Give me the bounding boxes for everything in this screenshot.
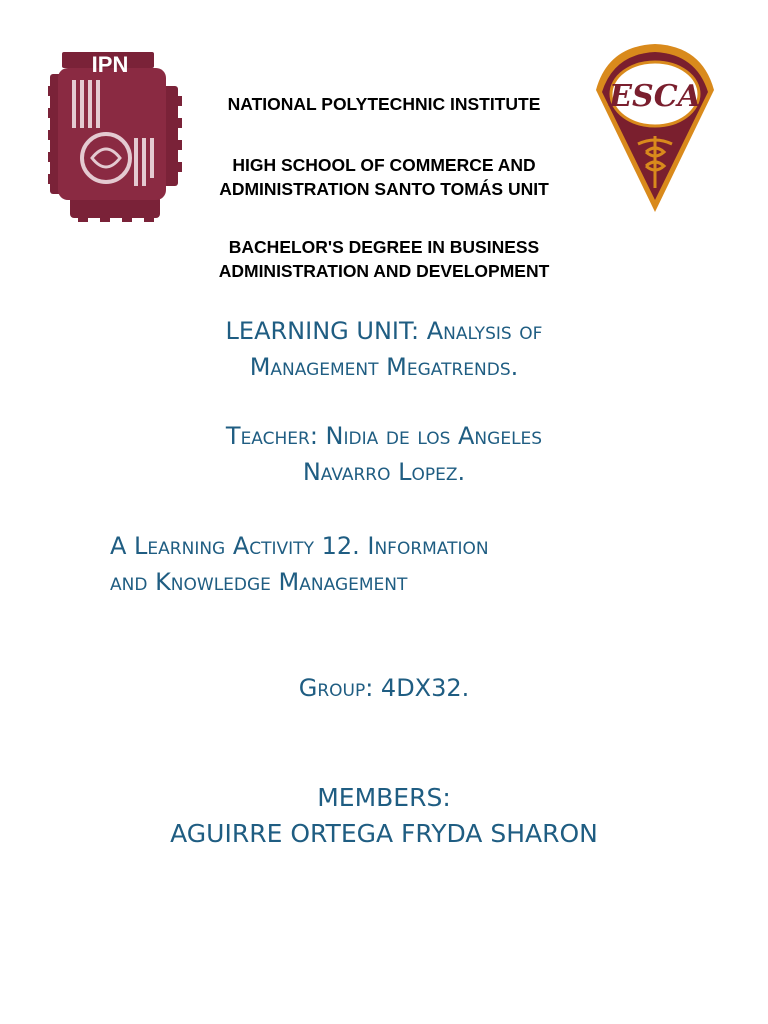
degree-line-2: ADMINISTRATION AND DEVELOPMENT (218, 261, 550, 281)
learning-unit-line-1: LEARNING UNIT: Analysis of (225, 317, 543, 345)
activity (110, 528, 730, 600)
school-line-2: ADMINISTRATION SANTO TOMÁS UNIT (219, 179, 549, 199)
members (0, 780, 768, 852)
institute-line: NATIONAL POLYTECHNIC INSTITUTE (227, 94, 541, 114)
group (0, 670, 768, 706)
member-name: AGUIRRE ORTEGA FRYDA SHARON (170, 819, 598, 848)
group-text: Group: 4DX32. (298, 674, 470, 702)
esca-logo-lettering: ESCA (609, 79, 701, 114)
degree-name (160, 235, 608, 283)
learning-unit (0, 313, 768, 385)
activity-line-1: A Learning Activity 12. Information (110, 532, 489, 560)
teacher (0, 418, 768, 490)
teacher-line-2: Navarro Lopez. (302, 458, 466, 486)
learning-unit-line-2: Management Megatrends. (249, 353, 519, 381)
institute-name (160, 92, 608, 116)
activity-line-2: and Knowledge Management (110, 568, 408, 596)
members-heading: MEMBERS: (317, 783, 451, 812)
teacher-line-1: Teacher: Nidia de los Angeles (225, 422, 543, 450)
degree-line-1: BACHELOR'S DEGREE IN BUSINESS (228, 237, 540, 257)
school-line-1: HIGH SCHOOL OF COMMERCE AND (232, 155, 536, 175)
ipn-logo-lettering: IPN (91, 52, 129, 77)
school-name (160, 153, 608, 201)
esca-logo (588, 40, 722, 216)
